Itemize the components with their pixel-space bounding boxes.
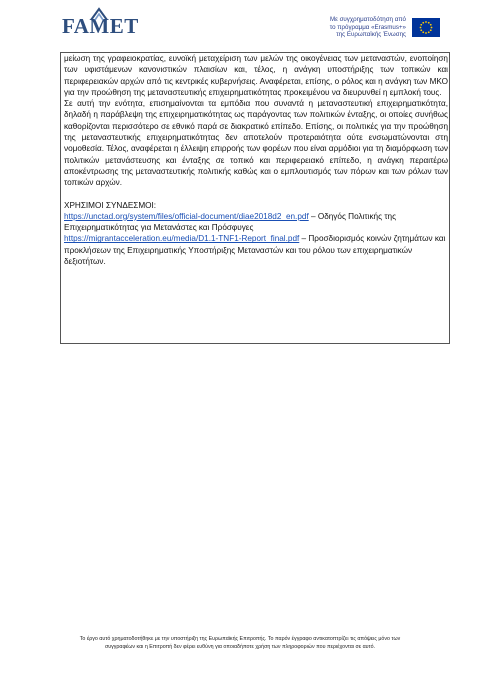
useful-links-section [64, 200, 448, 268]
page-header [0, 0, 480, 52]
useful-links-title: ΧΡΗΣΙΜΟΙ ΣΥΝΔΕΣΜΟΙ: [64, 200, 157, 210]
famet-logo [62, 14, 139, 39]
link-item [64, 211, 448, 234]
link-description: – Οδηγός Πολιτικής της Επιχειρηματικότητας για Μετανάστες και Πρόσφυγες [64, 211, 397, 233]
logo-text: FAMET [62, 14, 139, 38]
link-description: – Προσδιορισμός κοινών ζητημάτων και προκλήσεων της Επιχειρηματικής Υποστήριξης Μεταναστών και του ρόλου των επιχειρηματικών δεξιοτήτων. [64, 234, 446, 267]
footer-disclaimer-line: Το έργο αυτό χρηματοδοτήθηκε με την υποστήριξη της Ευρωπαϊκής Επιτροπής. Το παρόν έγγραφο αντικατοπτρίζει τις απόψεις μόνο των [79, 636, 401, 642]
link-item [64, 233, 448, 267]
eu-funding-text: Με συγχρηματοδότηση από το πρόγραμμα «Erasmus+» της Ευρωπαϊκής Ένωσης [329, 16, 406, 38]
eu-flag-icon [412, 18, 440, 37]
footer-disclaimer-line: συγγραφέων και η Επιτροπή δεν φέρει ευθύνη για οποιαδήποτε χρήση των πληροφοριών που περιέχονται σε αυτό. [104, 643, 376, 650]
link-url[interactable]: https://unctad.org/system/files/official-document/diae2018d2_en.pdf [64, 211, 309, 221]
link-url[interactable]: https://migrantacceleration.eu/media/D1.1-TNF1-Report_final.pdf [64, 234, 300, 244]
paragraph: μείωση της γραφειοκρατίας, ευνοϊκή μεταχείριση των μελών της οικογένειας των μεταναστών, ενοποίηση των υφιστάμενων κανονιστικών πλαισίων και, τέλος, η ανάγκη υποστήριξης των τοπικών και περιφερειακών αρχών από τις κεντρικές κυβερνήσεις. Αναφέρεται, επίσης, ο ρόλος και η ανάγκη των ΜΚΟ για την προώθηση της μεταναστευτικής επιχειρηματικότητας προκειμένου να διευρυνθεί η εμπλοκή τους. [64, 54, 448, 97]
paragraph: Σε αυτή την ενότητα, επισημαίνονται τα εμπόδια που συναντά η μεταναστευτική επιχειρηματικότητα, δηλαδή η παράβλεψη της επιχειρηματικότητας ως παράγοντας των πολιτικών ένταξης, οι οποίες συνήθως καθορίζονται περισσότερο σε εθνικό παρά σε διακρατικό επίπεδο. Επίσης, οι πολιτικές για την προώθηση της μεταναστευτικής επιχειρηματικότητας δεν αποτελούν προτεραιότητα ούτε ενσωματώνονται στη νομοθεσία. Τέλος, αναφέρεται η έλλειψη επιρροής των φορέων που είναι αρμόδιοι για τη διαμόρφωση των πολιτικών μετανάστευσης και ένταξης σε τοπικό και περιφερειακό επίπεδο, η ανάγκη περαιτέρω αποκέντρωσης της μεταναστευτικής πολιτικής καθώς και ο εμπλουτισμός των πόρων και των ρόλων των τοπικών αρχών. [64, 99, 448, 188]
house-roof-icon [89, 6, 109, 22]
main-content [64, 53, 448, 267]
eu-funding-badge [330, 16, 440, 39]
page-footer [40, 636, 440, 651]
